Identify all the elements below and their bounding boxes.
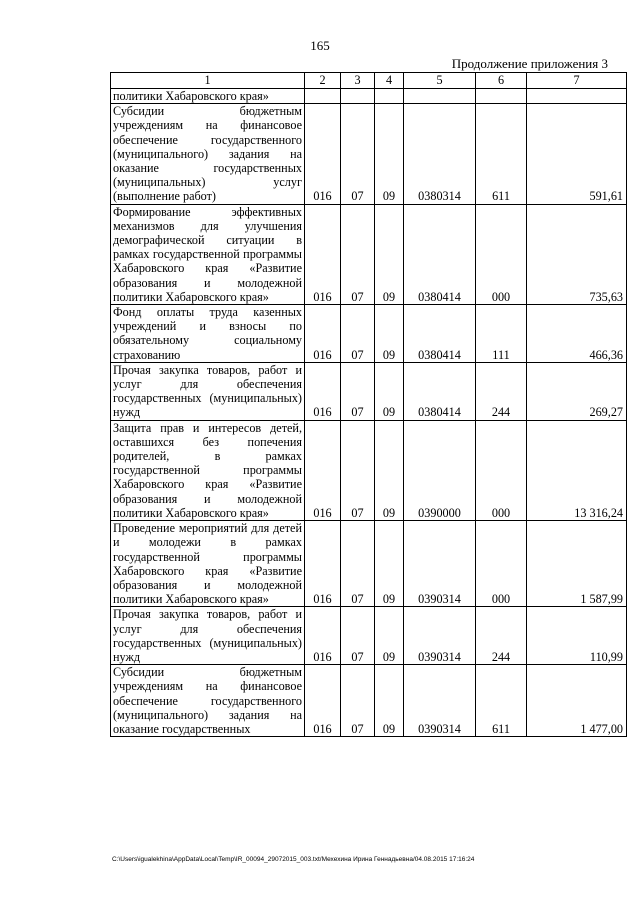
row-code-6: 111 — [476, 305, 527, 363]
row-description: Проведение мероприятий для детей и молодежи в рамках государственной программы Хабаровского края «Развитие образования и молодежной политики Хабаровского края» — [111, 521, 305, 607]
table-row — [111, 665, 627, 737]
row-code-2: 016 — [305, 521, 341, 607]
budget-table — [110, 72, 627, 737]
row-code-5: 0380414 — [404, 305, 476, 363]
footer-file-path: C:\Users\igualekhina\AppData\Local\Temp\IR_00094_29072015_003.txt/Мехехина Ирина Геннадьевна/04.08.2015 17:16:24 — [112, 856, 475, 863]
row-code-5: 0390314 — [404, 665, 476, 737]
row-amount: 1 477,00 — [527, 665, 627, 737]
row-description: Прочая закупка товаров, работ и услуг для обеспечения государственных (муниципальных) нужд — [111, 607, 305, 665]
row-description: Защита прав и интересов детей, оставшихся без попечения родителей, в рамках государственной программы Хабаровского края «Развитие образования и молодежной политики Хабаровского края» — [111, 420, 305, 520]
table-row — [111, 305, 627, 363]
column-header-1: 1 — [111, 73, 305, 89]
row-code-3: 07 — [341, 204, 375, 304]
table-row — [111, 104, 627, 204]
page-number: 165 — [310, 38, 330, 53]
table-row — [111, 420, 627, 520]
column-header-7: 7 — [527, 73, 627, 89]
row-amount: 269,27 — [527, 362, 627, 420]
row-description: Прочая закупка товаров, работ и услуг для обеспечения государственных (муниципальных) нужд — [111, 362, 305, 420]
row-code-2 — [305, 89, 341, 104]
row-amount: 591,61 — [527, 104, 627, 204]
row-code-2: 016 — [305, 420, 341, 520]
row-code-3 — [341, 89, 375, 104]
row-code-5: 0390000 — [404, 420, 476, 520]
column-header-2: 2 — [305, 73, 341, 89]
row-code-3: 07 — [341, 521, 375, 607]
row-code-6: 611 — [476, 104, 527, 204]
row-description: Субсидии бюджетным учреждениям на финансовое обеспечение государственного (муниципального) задания на оказание государственных (муниципальных) услуг (выполнение работ) — [111, 104, 305, 204]
continuation-label: Продолжение приложения 3 — [451, 56, 608, 71]
row-code-2: 016 — [305, 204, 341, 304]
row-code-6: 000 — [476, 521, 527, 607]
row-code-4: 09 — [375, 665, 404, 737]
row-code-3: 07 — [341, 362, 375, 420]
row-description: Фонд оплаты труда казенных учреждений и взносы по обязательному социальному страхованию — [111, 305, 305, 363]
table-row — [111, 362, 627, 420]
row-code-6: 000 — [476, 204, 527, 304]
row-description: Формирование эффективных механизмов для улучшения демографической ситуации в рамках государственной программы Хабаровского края «Развитие образования и молодежной политики Хабаровского края» — [111, 204, 305, 304]
table-row — [111, 204, 627, 304]
table-header-row — [111, 73, 627, 89]
table-row — [111, 89, 627, 104]
column-header-4: 4 — [375, 73, 404, 89]
row-code-2: 016 — [305, 607, 341, 665]
column-header-3: 3 — [341, 73, 375, 89]
column-header-6: 6 — [476, 73, 527, 89]
row-amount: 110,99 — [527, 607, 627, 665]
row-code-4 — [375, 89, 404, 104]
row-code-5 — [404, 89, 476, 104]
table-row — [111, 521, 627, 607]
row-code-3: 07 — [341, 104, 375, 204]
row-code-2: 016 — [305, 305, 341, 363]
row-amount — [527, 89, 627, 104]
row-description: политики Хабаровского края» — [111, 89, 305, 104]
row-code-6: 000 — [476, 420, 527, 520]
row-code-6: 244 — [476, 362, 527, 420]
row-code-4: 09 — [375, 204, 404, 304]
row-code-6 — [476, 89, 527, 104]
row-code-3: 07 — [341, 305, 375, 363]
row-code-3: 07 — [341, 665, 375, 737]
row-description: Субсидии бюджетным учреждениям на финансовое обеспечение государственного (муниципального) задания на оказание государственных — [111, 665, 305, 737]
row-code-5: 0390314 — [404, 607, 476, 665]
table-row — [111, 607, 627, 665]
row-code-4: 09 — [375, 607, 404, 665]
row-code-4: 09 — [375, 420, 404, 520]
row-code-5: 0390314 — [404, 521, 476, 607]
row-code-5: 0380314 — [404, 104, 476, 204]
row-code-6: 244 — [476, 607, 527, 665]
row-amount: 1 587,99 — [527, 521, 627, 607]
row-code-2: 016 — [305, 665, 341, 737]
row-code-2: 016 — [305, 104, 341, 204]
column-header-5: 5 — [404, 73, 476, 89]
row-code-5: 0380414 — [404, 204, 476, 304]
row-code-5: 0380414 — [404, 362, 476, 420]
row-code-3: 07 — [341, 420, 375, 520]
row-code-6: 611 — [476, 665, 527, 737]
row-amount: 735,63 — [527, 204, 627, 304]
row-code-4: 09 — [375, 104, 404, 204]
row-code-2: 016 — [305, 362, 341, 420]
row-code-4: 09 — [375, 362, 404, 420]
row-amount: 466,36 — [527, 305, 627, 363]
row-code-4: 09 — [375, 305, 404, 363]
row-code-3: 07 — [341, 607, 375, 665]
row-code-4: 09 — [375, 521, 404, 607]
row-amount: 13 316,24 — [527, 420, 627, 520]
